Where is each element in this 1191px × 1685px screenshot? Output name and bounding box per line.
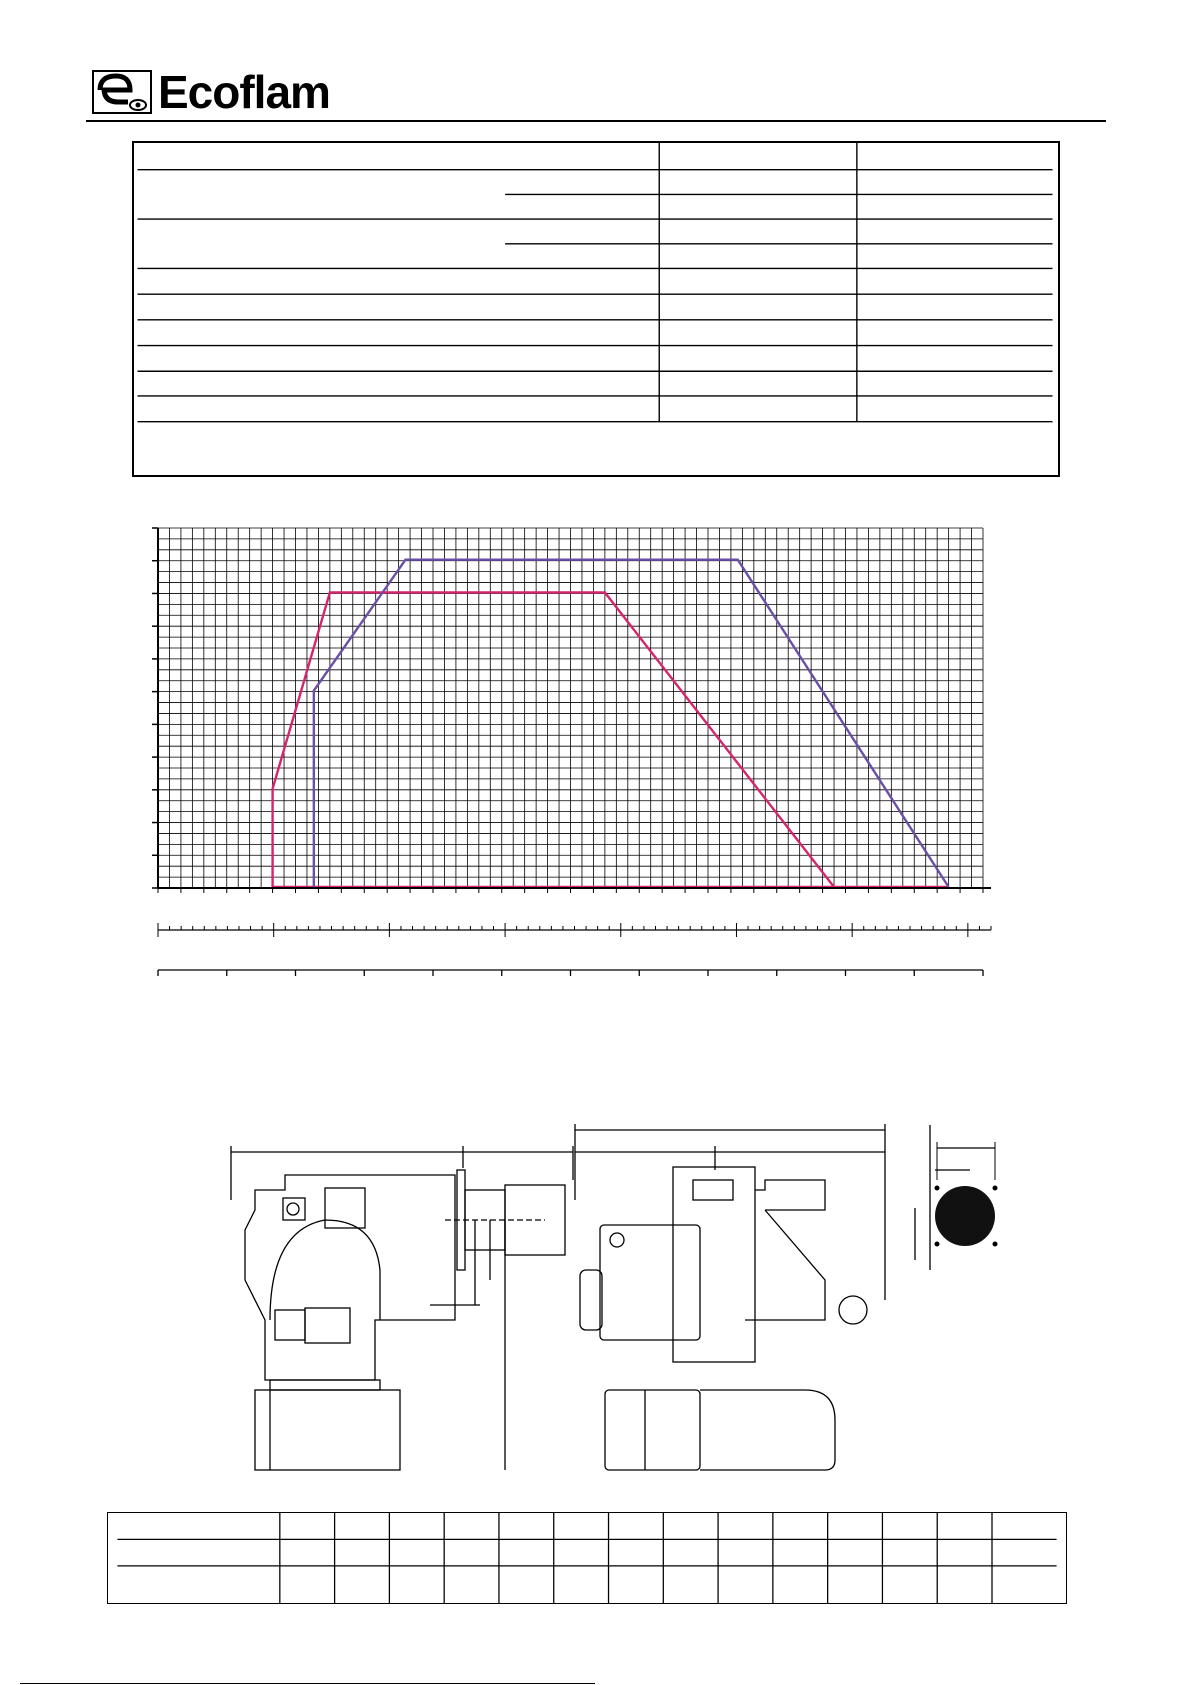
- burner-technical-drawing: [225, 1120, 1055, 1480]
- spec-table: [132, 141, 1060, 477]
- chart-axes: [152, 528, 991, 976]
- dimension-table: [107, 1512, 1067, 1604]
- footer-divider: [20, 1683, 595, 1684]
- chart-curves: [273, 560, 949, 887]
- chart-grid: [158, 528, 983, 888]
- burner-front-view: [575, 1124, 885, 1470]
- series-line-2: [314, 560, 949, 887]
- brand-name: Ecoflam: [158, 66, 330, 118]
- burner-side-view: [231, 1146, 573, 1470]
- operating-range-chart: [150, 520, 1060, 1020]
- series-line-1: [273, 592, 834, 887]
- header-divider: [86, 120, 1106, 122]
- ecoflam-logo-icon: [92, 70, 152, 114]
